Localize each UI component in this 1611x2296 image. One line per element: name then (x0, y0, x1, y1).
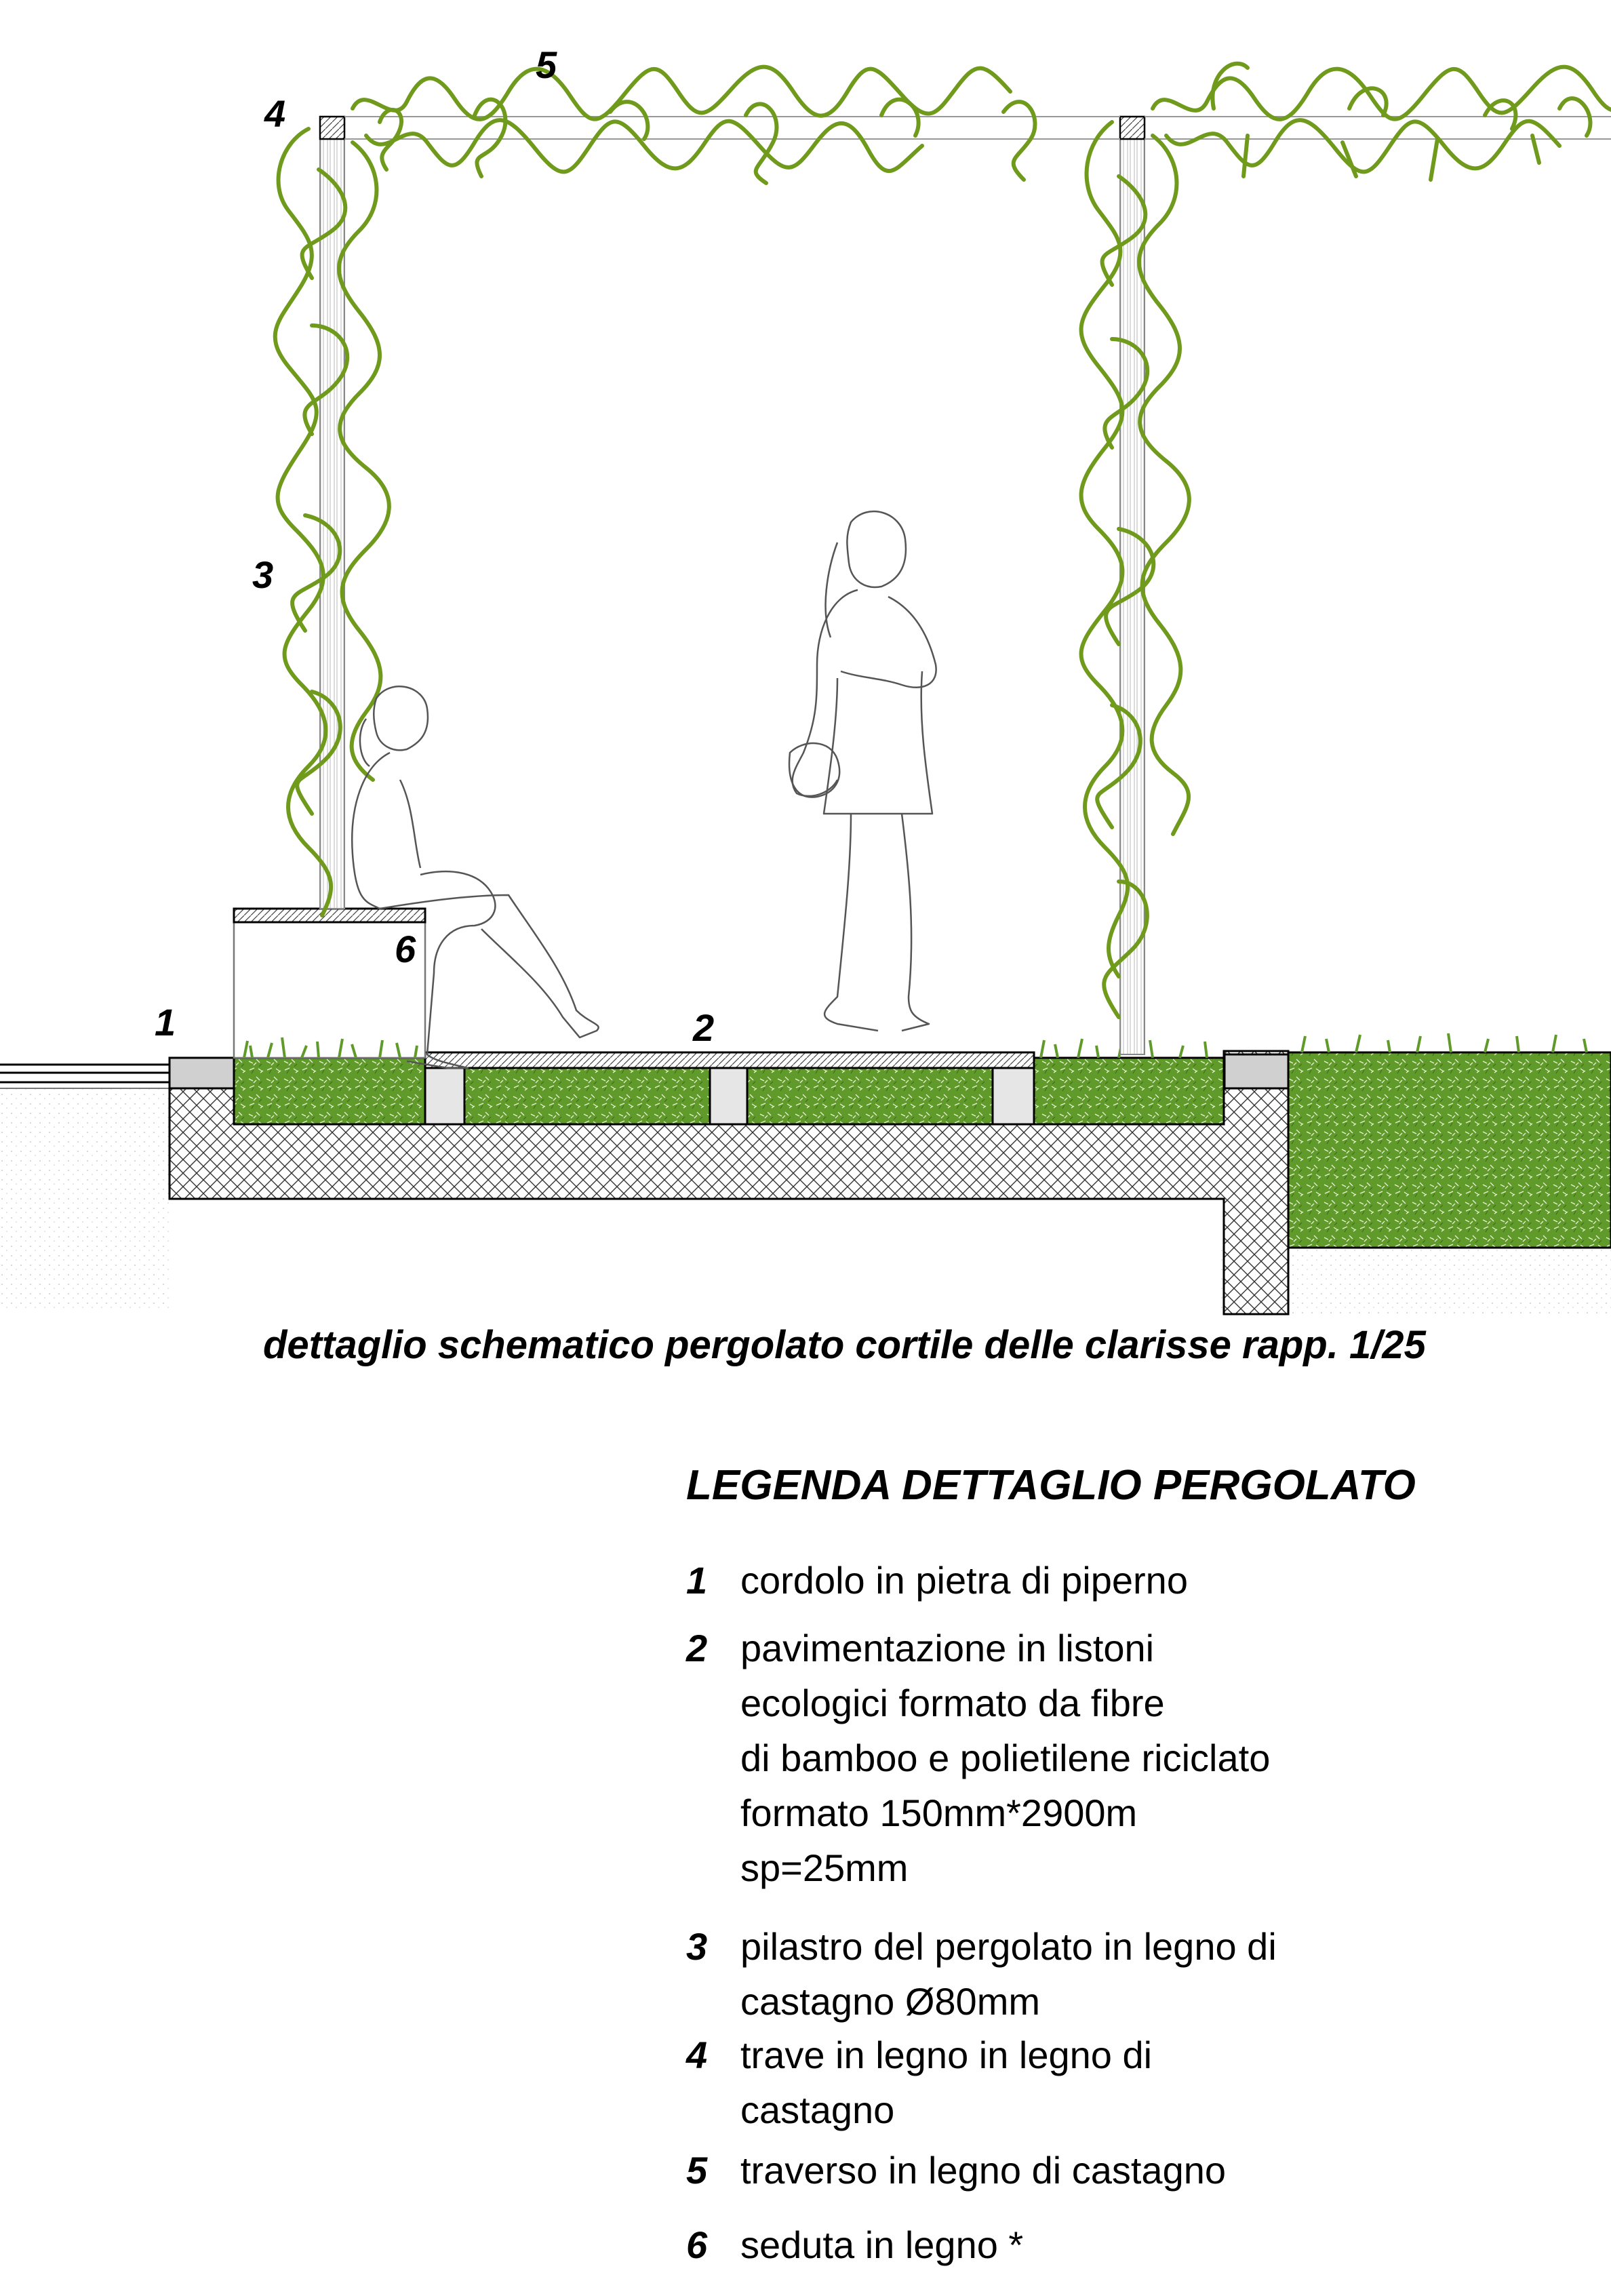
beam-head-left (320, 117, 344, 139)
legend-text: cordolo in pietra di piperno (740, 1559, 1188, 1602)
deck-support-3 (993, 1068, 1034, 1124)
climbing-vegetation (275, 64, 1611, 1017)
planter-mid-1 (464, 1068, 710, 1124)
callout-2: 2 (693, 1006, 715, 1049)
legend-item-1 (686, 1553, 1188, 1608)
stone-curb-right (1225, 1054, 1288, 1088)
legend-item-3 (686, 1919, 1277, 2029)
deck-support-2 (710, 1068, 747, 1124)
legend-item-5 (686, 2143, 1226, 2198)
stone-curb-left (170, 1058, 234, 1088)
path-edge-left (0, 1065, 170, 1082)
legend-number: 6 (686, 2223, 708, 2266)
legend-text: pavimentazione in listoni ecologici formato da fibre di bamboo e polietilene riciclato formato 150mm*2900m sp=25mm (740, 1627, 1271, 1889)
legend-number: 5 (686, 2149, 708, 2192)
crossbeam (344, 117, 1611, 139)
drawing-caption: dettaglio schematico pergolato cortile delle clarisse rapp. 1/25 (263, 1323, 1426, 1367)
callout-3: 3 (252, 553, 274, 596)
beam-head-right (1120, 117, 1145, 139)
legend-item-6 (686, 2217, 1023, 2272)
legend-number: 2 (686, 1627, 708, 1669)
planter-right (1034, 1058, 1224, 1124)
legend-text: trave in legno in legno di castagno (740, 2034, 1153, 2131)
green-bed-right (1288, 1052, 1611, 1248)
standing-person-figure (789, 511, 936, 1031)
legend-text: pilastro del pergolato in legno di castagno Ø80mm (740, 1925, 1277, 2023)
callout-5: 5 (536, 43, 557, 86)
legend-number: 3 (686, 1925, 708, 1968)
legend-title: LEGENDA DETTAGLIO PERGOLATO (686, 1462, 1416, 1509)
callout-4: 4 (264, 92, 286, 135)
planter-mid-2 (747, 1068, 993, 1124)
legend-number: 4 (686, 2034, 708, 2076)
legend-text: traverso in legno di castagno (740, 2149, 1226, 2192)
callout-1: 1 (155, 1001, 176, 1044)
callout-6: 6 (395, 928, 416, 970)
legend-item-2 (686, 1621, 1270, 1895)
deck-support-1 (425, 1068, 464, 1124)
legend-number: 1 (686, 1559, 708, 1602)
legend-text: seduta in legno * (740, 2223, 1024, 2266)
legend-item-4 (686, 2027, 1152, 2137)
deck-boards (425, 1052, 1034, 1068)
planter-left (234, 1058, 425, 1124)
